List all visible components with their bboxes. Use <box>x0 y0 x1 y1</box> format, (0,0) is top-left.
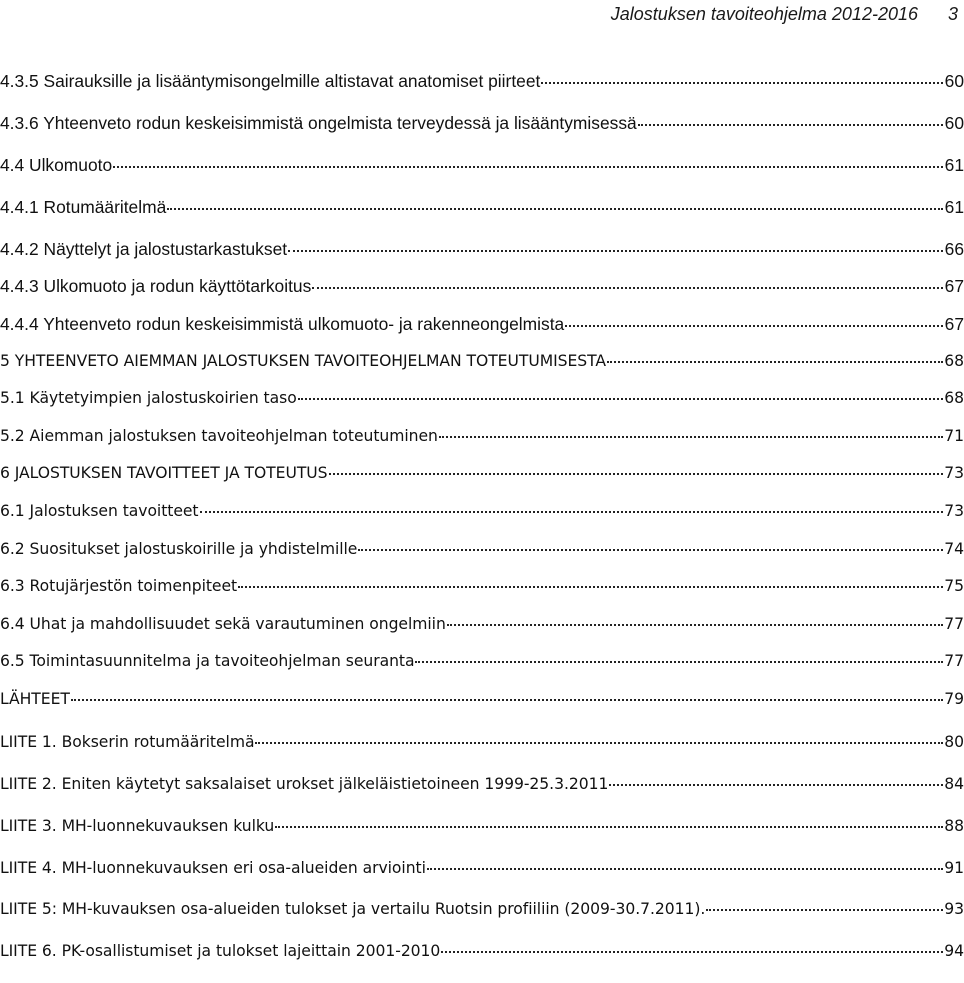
dot-leader <box>439 436 943 438</box>
toc-entry[interactable] <box>0 577 964 601</box>
toc-entry[interactable] <box>0 314 964 338</box>
toc-entry-page: 73 <box>944 502 964 520</box>
toc-entry[interactable] <box>0 276 964 300</box>
toc-entry-label: 5.2 Aiemman jalostuksen tavoiteohjelman toteutuminen <box>0 427 438 445</box>
page-header <box>0 2 960 28</box>
toc-entry-page: 61 <box>944 197 964 217</box>
dot-leader <box>255 742 943 744</box>
dot-leader <box>706 909 943 911</box>
toc-entry-label: LIITE 4. MH-luonnekuvauksen eri osa-alueiden arviointi <box>0 859 426 877</box>
toc-entry-label: 4.4.1 Rotumääritelmä <box>0 197 167 217</box>
toc-entry-label: 4.3.5 Sairauksille ja lisääntymisongelmille altistavat anatomiset piirteet <box>0 71 541 91</box>
toc-entry[interactable] <box>0 615 964 639</box>
toc-entry[interactable] <box>0 464 964 488</box>
toc-entry[interactable] <box>0 352 964 376</box>
toc-entry[interactable] <box>0 155 964 179</box>
dot-leader <box>541 82 943 84</box>
toc-entry[interactable] <box>0 690 964 714</box>
toc-entry-label: LIITE 5: MH-kuvauksen osa-alueiden tulokset ja vertailu Ruotsin profiiliin (2009-30.7.2011). <box>0 900 706 918</box>
toc-entry-page: 84 <box>944 775 964 793</box>
toc-entry[interactable] <box>0 775 964 799</box>
dot-leader <box>113 166 943 168</box>
toc-entry[interactable] <box>0 942 964 966</box>
dot-leader <box>427 868 943 870</box>
toc-entry-label: 4.4.3 Ulkomuoto ja rodun käyttötarkoitus <box>0 276 312 296</box>
toc-entry-label: LIITE 6. PK-osallistumiset ja tulokset lajeittain 2001-2010 <box>0 942 441 960</box>
toc-entry-page: 94 <box>944 942 964 960</box>
toc-entry-label: LIITE 2. Eniten käytetyt saksalaiset urokset jälkeläistietoineen 1999-25.3.2011 <box>0 775 609 793</box>
toc-entry-page: 67 <box>944 314 964 334</box>
toc-entry-label: 4.3.6 Yhteenveto rodun keskeisimmistä ongelmista terveydessä ja lisääntymisessä <box>0 113 637 133</box>
toc-entry[interactable] <box>0 652 964 676</box>
toc-entry-page: 77 <box>944 615 964 633</box>
toc-entry[interactable] <box>0 502 964 526</box>
dot-leader <box>298 398 943 400</box>
toc-entry[interactable] <box>0 197 964 221</box>
toc-entry[interactable] <box>0 113 964 137</box>
toc-entry-page: 80 <box>944 733 964 751</box>
toc-entry-label: 6.5 Toimintasuunnitelma ja tavoiteohjelman seuranta <box>0 652 415 670</box>
toc-entry[interactable] <box>0 900 964 924</box>
dot-leader <box>358 549 943 551</box>
toc-entry-label: 4.4.2 Näyttelyt ja jalostustarkastukset <box>0 239 288 259</box>
running-title: Jalostuksen tavoiteohjelma 2012-2016 <box>610 4 918 24</box>
dot-leader <box>288 250 943 252</box>
toc-entry-label: 6.4 Uhat ja mahdollisuudet sekä varautuminen ongelmiin <box>0 615 446 633</box>
dot-leader <box>329 473 943 475</box>
toc-entry-label: 6.2 Suositukset jalostuskoirille ja yhdistelmille <box>0 540 358 558</box>
dot-leader <box>275 826 943 828</box>
toc-entry-label: 6 JALOSTUKSEN TAVOITTEET JA TOTEUTUS <box>0 464 328 482</box>
toc-entry-page: 61 <box>944 155 964 175</box>
dot-leader <box>71 699 943 701</box>
toc-entry[interactable] <box>0 817 964 841</box>
toc-entry-label: 4.4.4 Yhteenveto rodun keskeisimmistä ulkomuoto- ja rakenneongelmista <box>0 314 565 334</box>
toc-entry-page: 74 <box>944 540 964 558</box>
dot-leader <box>638 124 943 126</box>
dot-leader <box>312 287 943 289</box>
toc-entry-label: LÄHTEET <box>0 690 70 708</box>
dot-leader <box>200 511 944 513</box>
toc-entry-label: 6.3 Rotujärjestön toimenpiteet <box>0 577 238 595</box>
dot-leader <box>565 325 943 327</box>
toc-entry[interactable] <box>0 733 964 757</box>
toc-entry-page: 67 <box>944 276 964 296</box>
toc-entry-page: 68 <box>944 352 964 370</box>
toc-entry-page: 93 <box>944 900 964 918</box>
toc-entry-page: 66 <box>944 239 964 259</box>
toc-entry-page: 91 <box>944 859 964 877</box>
toc-entry-label: LIITE 1. Bokserin rotumääritelmä <box>0 733 255 751</box>
toc-entry-page: 68 <box>944 389 964 407</box>
toc-entry-page: 60 <box>944 71 964 91</box>
toc-entry-label: LIITE 3. MH-luonnekuvauksen kulku <box>0 817 275 835</box>
toc-entry-label: 5.1 Käytetyimpien jalostuskoirien taso <box>0 389 297 407</box>
toc-entry[interactable] <box>0 389 964 413</box>
toc-entry[interactable] <box>0 239 964 263</box>
dot-leader <box>609 784 943 786</box>
toc-entry-page: 60 <box>944 113 964 133</box>
toc-entry[interactable] <box>0 427 964 451</box>
dot-leader <box>238 586 943 588</box>
toc-entry-page: 71 <box>944 427 964 445</box>
toc-entry-page: 88 <box>944 817 964 835</box>
dot-leader <box>415 661 943 663</box>
toc-entry-page: 75 <box>944 577 964 595</box>
toc-entry[interactable] <box>0 71 964 95</box>
toc-entry[interactable] <box>0 540 964 564</box>
toc-entry-label: 6.1 Jalostuksen tavoitteet <box>0 502 199 520</box>
toc-entry-label: 5 YHTEENVETO AIEMMAN JALOSTUKSEN TAVOITEOHJELMAN TOTEUTUMISESTA <box>0 352 607 370</box>
dot-leader <box>607 361 943 363</box>
dot-leader <box>167 208 943 210</box>
toc-entry-page: 73 <box>944 464 964 482</box>
toc-entry[interactable] <box>0 859 964 883</box>
toc-entry-label: 4.4 Ulkomuoto <box>0 155 113 175</box>
toc-entry-page: 79 <box>944 690 964 708</box>
dot-leader <box>447 624 943 626</box>
page-number: 3 <box>947 4 958 24</box>
toc-entry-page: 77 <box>944 652 964 670</box>
dot-leader <box>441 951 943 953</box>
